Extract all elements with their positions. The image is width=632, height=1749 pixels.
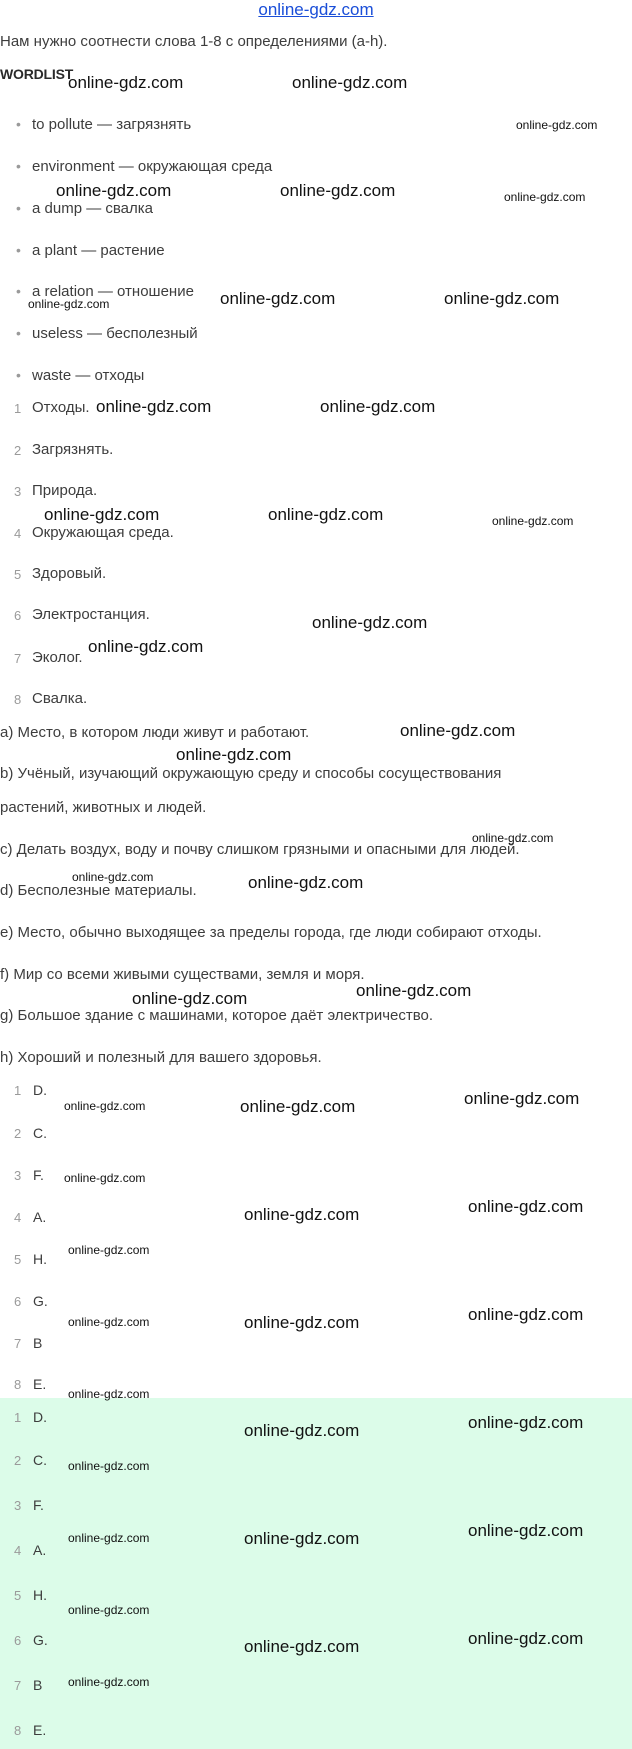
watermark: online-gdz.com (176, 745, 292, 764)
watermark: online-gdz.com (268, 505, 384, 524)
item-number: 6 (14, 1294, 22, 1309)
wordlist-item: useless — бесполезный (32, 325, 198, 342)
watermark: online-gdz.com (72, 870, 154, 884)
item-number: 5 (14, 1252, 22, 1267)
watermark: online-gdz.com (400, 721, 516, 740)
bullet: • (16, 242, 21, 258)
watermark: online-gdz.com (68, 1531, 150, 1545)
answer-item: H. (33, 1587, 47, 1603)
word-item: Здоровый. (32, 565, 107, 582)
answer-item: G. (33, 1632, 48, 1648)
definition-a: a) Место, в котором люди живут и работают. (0, 724, 310, 741)
definition-h: h) Хороший и полезный для вашего здоровья. (0, 1049, 322, 1066)
watermark: online-gdz.com (68, 1387, 150, 1401)
watermark: online-gdz.com (132, 989, 248, 1008)
item-number: 3 (14, 484, 22, 499)
watermark: online-gdz.com (64, 1099, 146, 1113)
watermark: online-gdz.com (468, 1521, 584, 1540)
item-number: 2 (14, 1453, 22, 1468)
watermark: online-gdz.com (244, 1529, 360, 1548)
watermark: online-gdz.com (280, 181, 396, 200)
watermark: online-gdz.com (244, 1313, 360, 1332)
definition-g: g) Большое здание с машинами, которое даёт электричество. (0, 1007, 434, 1024)
answer-item: B (33, 1677, 43, 1693)
bullet: • (16, 283, 21, 299)
answer-item: D. (33, 1409, 47, 1425)
definition-c: c) Делать воздух, воду и почву слишком грязными и опасными для людей. (0, 841, 520, 858)
item-number: 3 (14, 1498, 22, 1513)
item-number: 6 (14, 608, 22, 623)
watermark: online-gdz.com (244, 1637, 360, 1656)
item-number: 4 (14, 1543, 22, 1558)
definition-d: d) Бесполезные материалы. (0, 882, 197, 899)
site-link[interactable]: online-gdz.com (258, 0, 374, 19)
answer-item: C. (33, 1125, 47, 1141)
bullet: • (16, 200, 21, 216)
wordlist-heading: WORDLIST (0, 66, 74, 82)
item-number: 1 (14, 1083, 22, 1098)
bullet: • (16, 367, 21, 383)
watermark: online-gdz.com (68, 1459, 150, 1473)
wordlist-item: to pollute — загрязнять (32, 116, 192, 133)
watermark: online-gdz.com (492, 514, 574, 528)
item-number: 7 (14, 1336, 22, 1351)
answer-item: B (33, 1335, 43, 1351)
watermark: online-gdz.com (312, 613, 428, 632)
definition-b-continued: растений, животных и людей. (0, 799, 207, 816)
watermark: online-gdz.com (472, 831, 554, 845)
definition-f: f) Мир со всеми живыми существами, земля и моря. (0, 966, 365, 983)
item-number: 1 (14, 401, 22, 416)
watermark: online-gdz.com (468, 1413, 584, 1432)
item-number: 7 (14, 1678, 22, 1693)
word-item: Загрязнять. (32, 441, 114, 458)
item-number: 8 (14, 1377, 22, 1392)
answer-item: D. (33, 1082, 47, 1098)
watermark: online-gdz.com (220, 289, 336, 308)
answer-item: E. (33, 1376, 47, 1392)
wordlist-item: waste — отходы (32, 367, 145, 384)
watermark: online-gdz.com (68, 73, 184, 92)
word-item: Электростанция. (32, 606, 150, 623)
answer-item: G. (33, 1293, 48, 1309)
wordlist-item: a relation — отношение (32, 283, 194, 300)
word-item: Эколог. (32, 649, 83, 666)
highlighted-answers-panel (0, 1398, 632, 1749)
item-number: 8 (14, 692, 22, 707)
wordlist-item: a plant — растение (32, 242, 165, 259)
watermark: online-gdz.com (244, 1205, 360, 1224)
item-number: 3 (14, 1168, 22, 1183)
watermark: online-gdz.com (68, 1675, 150, 1689)
watermark: online-gdz.com (64, 1171, 146, 1185)
bullet: • (16, 116, 21, 132)
intro-text: Нам нужно соотнести слова 1-8 с определениями (a-h). (0, 33, 388, 50)
bullet: • (16, 325, 21, 341)
definition-e: e) Место, обычно выходящее за пределы города, где люди собирают отходы. (0, 924, 542, 941)
item-number: 4 (14, 1210, 22, 1225)
item-number: 4 (14, 526, 22, 541)
watermark: online-gdz.com (28, 297, 110, 311)
watermark: online-gdz.com (88, 637, 204, 656)
item-number: 1 (14, 1410, 22, 1425)
watermark: online-gdz.com (96, 397, 212, 416)
watermark: online-gdz.com (468, 1629, 584, 1648)
wordlist-item: a dump — свалка (32, 200, 153, 217)
answer-item: F. (33, 1167, 44, 1183)
watermark: online-gdz.com (68, 1315, 150, 1329)
word-item: Свалка. (32, 690, 88, 707)
definition-b: b) Учёный, изучающий окружающую среду и способы сосуществования (0, 765, 502, 782)
answer-item: H. (33, 1251, 47, 1267)
watermark: online-gdz.com (244, 1421, 360, 1440)
word-item: Природа. (32, 482, 98, 499)
answer-item: A. (33, 1542, 47, 1558)
watermark: online-gdz.com (468, 1197, 584, 1216)
watermark: online-gdz.com (464, 1089, 580, 1108)
item-number: 2 (14, 443, 22, 458)
watermark: online-gdz.com (468, 1305, 584, 1324)
answer-item: C. (33, 1452, 47, 1468)
watermark: online-gdz.com (444, 289, 560, 308)
item-number: 5 (14, 1588, 22, 1603)
wordlist-item: environment — окружающая среда (32, 158, 273, 175)
answer-item: E. (33, 1722, 47, 1738)
watermark: online-gdz.com (356, 981, 472, 1000)
watermark: online-gdz.com (240, 1097, 356, 1116)
item-number: 6 (14, 1633, 22, 1648)
watermark: online-gdz.com (248, 873, 364, 892)
watermark: online-gdz.com (68, 1243, 150, 1257)
watermark: online-gdz.com (504, 190, 586, 204)
answer-item: F. (33, 1497, 44, 1513)
item-number: 8 (14, 1723, 22, 1738)
watermark: online-gdz.com (68, 1603, 150, 1617)
watermark: online-gdz.com (516, 118, 598, 132)
item-number: 5 (14, 567, 22, 582)
item-number: 7 (14, 651, 22, 666)
answer-item: A. (33, 1209, 47, 1225)
word-item: Окружающая среда. (32, 524, 174, 541)
watermark: online-gdz.com (44, 505, 160, 524)
watermark: online-gdz.com (292, 73, 408, 92)
bullet: • (16, 158, 21, 174)
watermark: online-gdz.com (320, 397, 436, 416)
watermark: online-gdz.com (56, 181, 172, 200)
word-item: Отходы. (32, 399, 90, 416)
item-number: 2 (14, 1126, 22, 1141)
